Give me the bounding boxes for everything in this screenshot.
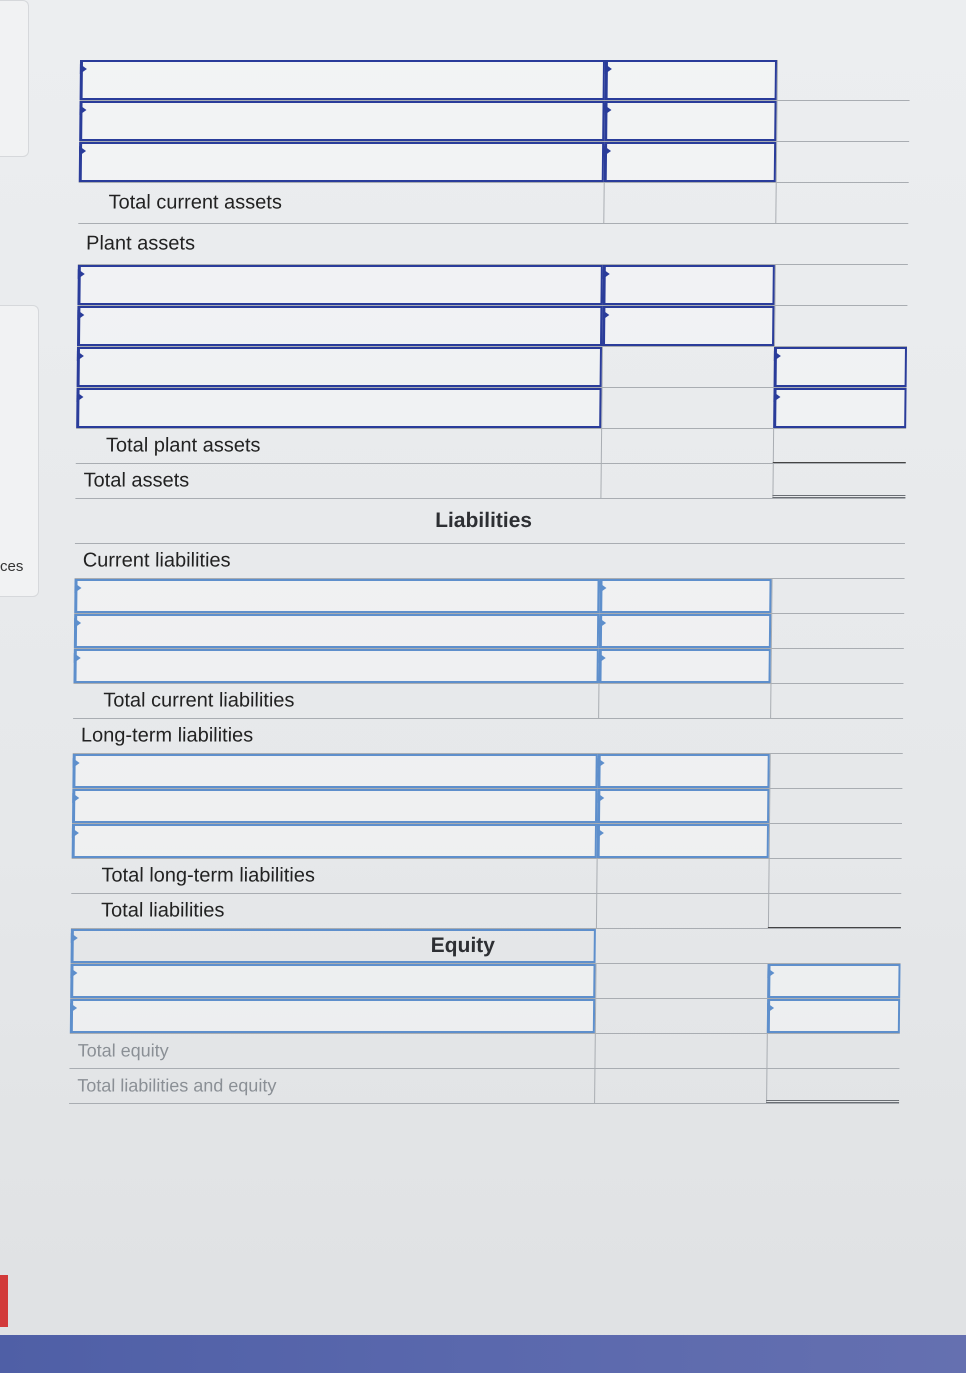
equity-name-input-1[interactable] [71, 929, 596, 963]
plant-asset-name-input-2[interactable] [77, 306, 602, 346]
total-long-term-liabilities-label: Total long-term liabilities [101, 864, 315, 887]
total-plant-assets-value [773, 429, 906, 463]
side-panel-mid [0, 305, 39, 597]
plant-asset-net-input-1[interactable] [774, 347, 907, 387]
long-term-liabilities-row [73, 719, 903, 754]
total-liabilities-and-equity-value [766, 1069, 899, 1103]
equity-header-row [71, 929, 901, 964]
equity-amount-input-2[interactable] [767, 999, 900, 1033]
total-current-assets-label: Total current assets [108, 191, 283, 214]
side-panel-top [0, 0, 29, 157]
current-liability-amount-input-3[interactable] [598, 649, 770, 683]
equity-row-3 [70, 999, 900, 1034]
total-equity-label: Total equity [77, 1040, 169, 1061]
total-assets-value [772, 464, 905, 498]
current-liabilities-row [75, 544, 905, 579]
current-liability-name-input-1[interactable] [74, 579, 599, 613]
plant-asset-row-1 [77, 265, 907, 306]
total-liabilities-and-equity-label: Total liabilities and equity [77, 1075, 277, 1096]
long-term-liability-amount-input-1[interactable] [597, 754, 769, 788]
plant-assets-heading: Plant assets [85, 232, 196, 255]
long-term-liability-name-input-2[interactable] [72, 789, 597, 823]
balance-sheet-form [69, 60, 910, 1104]
long-term-liability-row-3 [72, 824, 902, 859]
long-term-liability-row-2 [72, 789, 902, 824]
current-asset-row-2 [79, 101, 909, 142]
long-term-liability-row-1 [72, 754, 902, 789]
total-plant-assets-row [76, 429, 906, 464]
current-liabilities-heading: Current liabilities [82, 549, 231, 572]
current-liability-name-input-2[interactable] [74, 614, 599, 648]
total-liabilities-row [71, 894, 901, 929]
current-liability-amount-input-1[interactable] [599, 579, 771, 613]
current-asset-amount-input-2[interactable] [604, 101, 776, 141]
current-asset-row-1 [80, 60, 910, 101]
total-long-term-liabilities-value [768, 859, 901, 893]
plant-asset-amount-input-2[interactable] [602, 306, 774, 346]
plant-asset-name-input-1[interactable] [77, 265, 602, 305]
total-current-liabilities-value [770, 684, 903, 718]
current-asset-name-input-3[interactable] [79, 142, 604, 182]
equity-name-input-3[interactable] [70, 999, 595, 1033]
current-asset-amount-input-3[interactable] [604, 142, 776, 182]
current-liability-name-input-3[interactable] [73, 649, 598, 683]
long-term-liability-amount-input-2[interactable] [597, 789, 769, 823]
total-current-assets-row [78, 183, 908, 224]
long-term-liability-amount-input-3[interactable] [597, 824, 769, 858]
plant-assets-row [78, 224, 908, 265]
current-asset-name-input-1[interactable] [80, 60, 605, 100]
taskbar [0, 1335, 966, 1373]
total-long-term-liabilities-row [71, 859, 901, 894]
total-equity-value [766, 1034, 899, 1068]
current-asset-name-input-2[interactable] [79, 101, 604, 141]
current-liability-row-1 [74, 579, 904, 614]
plant-asset-row-2 [77, 306, 907, 347]
current-liability-row-3 [73, 649, 903, 684]
plant-asset-name-input-3[interactable] [77, 347, 602, 387]
side-nav-label[interactable]: ces [0, 558, 24, 575]
current-liability-amount-input-2[interactable] [599, 614, 771, 648]
total-plant-assets-label: Total plant assets [105, 434, 261, 457]
total-liabilities-and-equity-row [69, 1069, 899, 1104]
total-current-liabilities-label: Total current liabilities [103, 689, 295, 712]
total-equity-row [69, 1034, 899, 1069]
plant-asset-name-input-4[interactable] [76, 388, 601, 428]
current-liability-row-2 [74, 614, 904, 649]
long-term-liabilities-heading: Long-term liabilities [80, 724, 254, 747]
long-term-liability-name-input-3[interactable] [72, 824, 597, 858]
total-current-liabilities-row [73, 684, 903, 719]
long-term-liability-name-input-1[interactable] [72, 754, 597, 788]
total-liabilities-value [768, 894, 901, 928]
current-asset-amount-input-1[interactable] [605, 60, 777, 100]
liabilities-header-row [75, 499, 905, 544]
total-liabilities-label: Total liabilities [100, 899, 225, 922]
plant-asset-amount-input-1[interactable] [602, 265, 774, 305]
total-assets-label: Total assets [83, 469, 190, 492]
liabilities-header: Liabilities [435, 509, 533, 532]
plant-asset-net-input-2[interactable] [773, 388, 906, 428]
current-asset-row-3 [79, 142, 909, 183]
equity-row-2 [70, 964, 900, 999]
plant-asset-row-4 [76, 388, 906, 429]
plant-asset-row-3 [77, 347, 907, 388]
total-assets-row [75, 464, 905, 499]
equity-amount-input-1[interactable] [767, 964, 900, 998]
side-marker [0, 1275, 8, 1327]
total-current-assets-value [775, 183, 908, 223]
equity-name-input-2[interactable] [70, 964, 595, 998]
equity-header: Equity [430, 934, 496, 957]
